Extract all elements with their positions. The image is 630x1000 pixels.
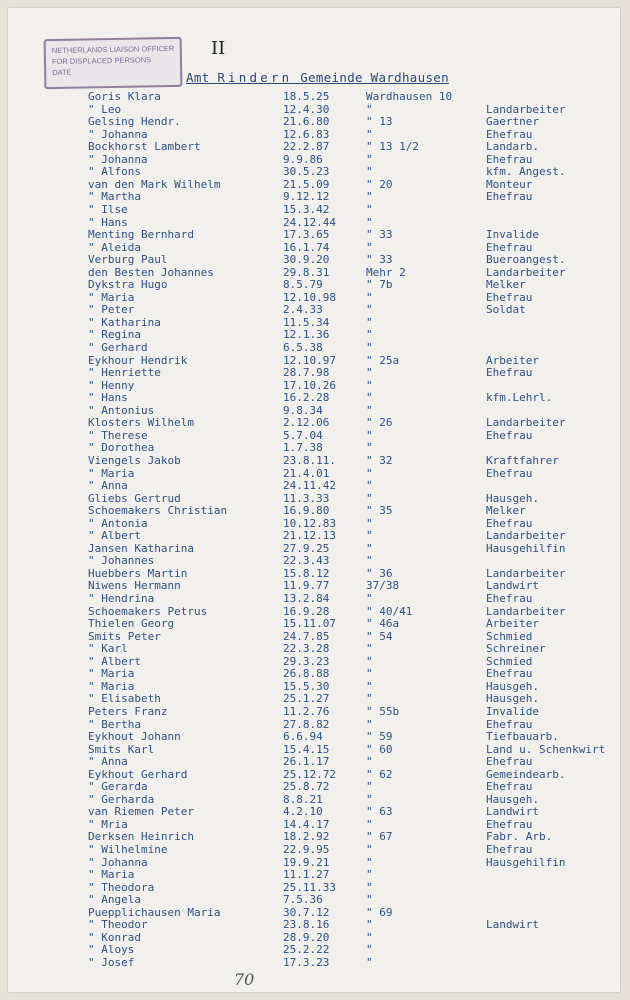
row-name: " Anna <box>88 755 128 769</box>
row-address: " <box>366 667 373 681</box>
row-address: " <box>366 366 373 380</box>
row-birthdate: 15.5.30 <box>283 679 330 693</box>
row-occupation: Ehefrau <box>486 843 533 856</box>
row-birthdate: 10.12.83 <box>283 516 336 530</box>
row-name: " Antonia <box>88 516 148 530</box>
row-birthdate: 28.9.20 <box>283 930 330 944</box>
row-address: " 67 <box>366 830 393 844</box>
row-name: " Antonius <box>88 403 155 417</box>
row-occupation: Landwirt <box>486 805 539 819</box>
row-address: " <box>366 843 373 856</box>
row-occupation: Ehefrau <box>486 127 533 141</box>
row-occupation: Ehefrau <box>486 717 533 731</box>
row-address: " <box>366 428 373 442</box>
row-birthdate: 7.5.36 <box>283 893 323 907</box>
row-birthdate: 8.5.79 <box>283 278 323 292</box>
row-name: Peters Franz <box>88 704 168 718</box>
row-name: " Aleida <box>88 240 141 254</box>
row-birthdate: 25.2.22 <box>283 943 330 957</box>
row-occupation: Ehefrau <box>486 667 533 681</box>
row-birthdate: 9.12.12 <box>283 190 330 204</box>
row-birthdate: 12.6.83 <box>283 127 330 141</box>
row-address: " 25a <box>366 353 400 367</box>
row-address: " <box>366 152 373 166</box>
row-birthdate: 30.7.12 <box>283 905 330 919</box>
row-address: " <box>366 930 373 944</box>
row-occupation: Arbeiter <box>486 353 539 367</box>
row-occupation: Hausgeh. <box>486 491 539 505</box>
row-birthdate: 17.3.65 <box>283 228 330 242</box>
row-address: " 36 <box>366 566 393 580</box>
row-address: " <box>366 955 373 969</box>
row-address: " <box>366 479 373 493</box>
row-birthdate: 21.12.13 <box>283 529 336 543</box>
heading-amt: Rindern <box>217 70 293 85</box>
row-name: Gliebs Gertrud <box>88 491 181 505</box>
row-name: den Besten Johannes <box>88 265 214 279</box>
row-name: " Maria <box>88 667 135 681</box>
document-heading <box>186 70 449 85</box>
row-name: " Konrad <box>88 930 141 944</box>
row-name: " Johannes <box>88 554 155 568</box>
row-address: 37/38 <box>366 579 400 593</box>
row-address: " 26 <box>366 416 393 430</box>
row-address: " 63 <box>366 805 393 819</box>
row-birthdate: 21.5.09 <box>283 177 330 191</box>
document-page <box>8 8 620 992</box>
row-address: " <box>366 592 373 605</box>
row-address: " <box>366 491 373 505</box>
row-address: " <box>366 441 373 455</box>
row-address: " <box>366 755 373 769</box>
row-name: Niwens Hermann <box>88 579 181 593</box>
row-birthdate: 6.5.38 <box>283 341 323 354</box>
row-occupation: Tiefbauarb. <box>486 730 559 744</box>
row-birthdate: 24.11.42 <box>283 479 336 493</box>
row-name: " Martha <box>88 190 141 204</box>
row-birthdate: 22.2.87 <box>283 140 330 154</box>
stamp-line-1: NETHERLANDS LIAISON OFFICER <box>51 43 175 56</box>
row-birthdate: 29.8.31 <box>283 265 330 279</box>
row-name: " Josef <box>88 955 135 969</box>
row-occupation: Hausgeh. <box>486 792 539 806</box>
row-address: " 62 <box>366 767 393 781</box>
row-address: " <box>366 817 373 831</box>
row-name: " Johanna <box>88 152 148 166</box>
row-name: " Angela <box>88 893 141 907</box>
row-occupation: Ehefrau <box>486 428 533 442</box>
row-birthdate: 13.2.84 <box>283 592 330 605</box>
row-address: Wardhausen 10 <box>366 90 453 103</box>
row-occupation: Landarbeiter <box>486 529 566 543</box>
row-birthdate: 15.11.07 <box>283 617 336 631</box>
row-birthdate: 25.8.72 <box>283 780 330 794</box>
row-address: " 60 <box>366 742 393 756</box>
row-name: " Elisabeth <box>88 692 161 706</box>
row-occupation: Soldat <box>486 303 526 317</box>
row-birthdate: 11.5.34 <box>283 315 330 329</box>
row-name: Bockhorst Lambert <box>88 140 201 154</box>
row-occupation: kfm. Angest. <box>486 165 566 179</box>
row-birthdate: 24.12.44 <box>283 215 336 229</box>
row-name: " Hans <box>88 391 128 405</box>
row-address: " <box>366 190 373 204</box>
row-occupation: Schreiner <box>486 642 546 656</box>
row-birthdate: 17.10.26 <box>283 378 336 392</box>
row-address: " 35 <box>366 504 393 518</box>
row-occupation: Melker <box>486 504 526 518</box>
row-address: " <box>366 328 373 342</box>
row-address: " 7b <box>366 278 393 292</box>
row-address: " 59 <box>366 730 393 744</box>
row-name: " Bertha <box>88 717 141 731</box>
row-name: " Dorothea <box>88 441 155 455</box>
row-address: " <box>366 654 373 668</box>
row-occupation: Landarbeiter <box>486 102 566 116</box>
row-name: van den Mark Wilhelm <box>88 177 221 191</box>
heading-gemeinde: Gemeinde Wardhausen <box>300 70 449 85</box>
row-address: " 46a <box>366 617 400 631</box>
row-name: " Maria <box>88 466 135 480</box>
row-occupation: Bueroangest. <box>486 253 566 267</box>
stamp-line-2: FOR DISPLACED PERSONS <box>51 55 152 67</box>
row-birthdate: 16.9.80 <box>283 504 330 518</box>
row-address: " <box>366 303 373 317</box>
row-name: " Hendrina <box>88 592 155 605</box>
row-name: " Mria <box>88 817 128 831</box>
row-occupation: Invalide <box>486 704 539 718</box>
row-address: " <box>366 403 373 417</box>
row-address: " <box>366 642 373 656</box>
row-address: " 33 <box>366 228 393 242</box>
row-birthdate: 28.7.98 <box>283 366 330 380</box>
row-name: Derksen Heinrich <box>88 830 194 844</box>
row-birthdate: 12.4.30 <box>283 102 330 116</box>
row-name: Dykstra Hugo <box>88 278 168 292</box>
row-name: Goris Klara <box>88 90 161 103</box>
row-address: " <box>366 554 373 568</box>
row-birthdate: 25.1.27 <box>283 692 330 706</box>
row-address: " <box>366 127 373 141</box>
row-address: " <box>366 202 373 216</box>
row-address: " <box>366 918 373 932</box>
row-birthdate: 16.9.28 <box>283 604 330 618</box>
row-occupation: Ehefrau <box>486 592 533 605</box>
row-occupation: Landarbeiter <box>486 265 566 279</box>
row-occupation: Arbeiter <box>486 617 539 631</box>
row-address: " <box>366 466 373 480</box>
row-address: " <box>366 855 373 869</box>
row-name: " Regina <box>88 328 141 342</box>
row-address: " <box>366 516 373 530</box>
row-address: " 54 <box>366 629 393 643</box>
row-birthdate: 30.9.20 <box>283 253 330 267</box>
row-occupation: Ehefrau <box>486 366 533 380</box>
row-address: Mehr 2 <box>366 265 406 279</box>
row-occupation: Landwirt <box>486 579 539 593</box>
liaison-officer-stamp <box>44 37 183 89</box>
row-address: " <box>366 165 373 179</box>
row-address: " 32 <box>366 453 393 467</box>
row-birthdate: 4.2.10 <box>283 805 323 819</box>
row-name: Schoemakers Petrus <box>88 604 208 618</box>
row-address: " 13 1/2 <box>366 140 419 154</box>
row-name: " Aloys <box>88 943 135 957</box>
row-birthdate: 12.10.97 <box>283 353 336 367</box>
row-birthdate: 15.4.15 <box>283 742 330 756</box>
row-birthdate: 14.4.17 <box>283 817 330 831</box>
row-birthdate: 2.12.06 <box>283 416 330 430</box>
row-name: " Karl <box>88 642 128 656</box>
row-address: " <box>366 792 373 806</box>
row-name: " Alfons <box>88 165 141 179</box>
row-birthdate: 27.8.82 <box>283 717 330 731</box>
row-address: " <box>366 780 373 794</box>
row-birthdate: 26.8.88 <box>283 667 330 681</box>
row-name: " Anna <box>88 479 128 493</box>
row-name: " Katharina <box>88 315 161 329</box>
row-name: " Albert <box>88 654 141 668</box>
row-occupation: Kraftfahrer <box>486 453 559 467</box>
row-address: " <box>366 679 373 693</box>
row-birthdate: 9.8.34 <box>283 403 323 417</box>
row-name: " Johanna <box>88 855 148 869</box>
row-address: " 33 <box>366 253 393 267</box>
row-birthdate: 18.2.92 <box>283 830 330 844</box>
row-birthdate: 22.9.95 <box>283 843 330 856</box>
row-name: Viengels Jakob <box>88 453 181 467</box>
row-birthdate: 8.8.21 <box>283 792 323 806</box>
row-name: Eykhout Gerhard <box>88 767 188 781</box>
row-birthdate: 22.3.28 <box>283 642 330 656</box>
row-address: " <box>366 541 373 555</box>
row-address: " <box>366 215 373 229</box>
row-birthdate: 22.3.43 <box>283 554 330 568</box>
row-occupation: Land u. Schenkwirt <box>486 742 606 756</box>
row-address: " 13 <box>366 115 393 129</box>
row-name: " Hans <box>88 215 128 229</box>
row-name: " Maria <box>88 679 135 693</box>
row-occupation: Invalide <box>486 228 539 242</box>
row-name: " Ilse <box>88 202 128 216</box>
row-birthdate: 15.8.12 <box>283 566 330 580</box>
stamp-line-3: DATE <box>52 67 72 78</box>
row-occupation: Schmied <box>486 629 533 643</box>
row-occupation: Melker <box>486 278 526 292</box>
row-birthdate: 11.9.77 <box>283 579 330 593</box>
row-birthdate: 29.3.23 <box>283 654 330 668</box>
row-birthdate: 5.7.04 <box>283 428 323 442</box>
row-birthdate: 11.2.76 <box>283 704 330 718</box>
row-birthdate: 25.12.72 <box>283 767 336 781</box>
row-name: Verburg Paul <box>88 253 168 267</box>
row-name: Eykhout Johann <box>88 730 181 744</box>
row-address: " 20 <box>366 177 393 191</box>
row-occupation: Landarbeiter <box>486 604 566 618</box>
row-name: " Theodora <box>88 880 155 894</box>
row-occupation: kfm.Lehrl. <box>486 391 553 405</box>
row-address: " <box>366 290 373 304</box>
row-birthdate: 23.8.11. <box>283 453 336 467</box>
row-occupation: Gemeindearb. <box>486 767 566 781</box>
row-address: " <box>366 102 373 116</box>
row-name: " Leo <box>88 102 122 116</box>
row-name: " Peter <box>88 303 135 317</box>
row-occupation: Ehefrau <box>486 466 533 480</box>
row-address: " <box>366 717 373 731</box>
row-occupation: Landarbeiter <box>486 416 566 430</box>
row-name: Jansen Katharina <box>88 541 194 555</box>
row-birthdate: 16.1.74 <box>283 240 330 254</box>
row-name: Schoemakers Christian <box>88 504 228 518</box>
row-occupation: Ehefrau <box>486 755 533 769</box>
row-birthdate: 19.9.21 <box>283 855 330 869</box>
row-birthdate: 30.5.23 <box>283 165 330 179</box>
row-address: " <box>366 880 373 894</box>
row-birthdate: 9.9.86 <box>283 152 323 166</box>
row-address: " <box>366 341 373 354</box>
row-occupation: Ehefrau <box>486 817 533 831</box>
row-name: " Theodor <box>88 918 148 932</box>
row-birthdate: 2.4.33 <box>283 303 323 317</box>
row-name: " Gerharda <box>88 792 155 806</box>
row-occupation: Schmied <box>486 654 533 668</box>
row-birthdate: 21.6.80 <box>283 115 330 129</box>
row-address: " <box>366 391 373 405</box>
row-address: " <box>366 529 373 543</box>
row-occupation: Hausgehilfin <box>486 855 566 869</box>
row-occupation: Gaertner <box>486 115 539 129</box>
row-address: " <box>366 378 373 392</box>
row-name: " Albert <box>88 529 141 543</box>
handwritten-page-number: 70 <box>234 970 255 989</box>
row-name: " Therese <box>88 428 148 442</box>
row-address: " <box>366 868 373 882</box>
row-birthdate: 11.3.33 <box>283 491 330 505</box>
row-name: " Wilhelmine <box>88 843 168 856</box>
row-occupation: Ehefrau <box>486 780 533 794</box>
row-occupation: Landarb. <box>486 140 539 154</box>
row-name: " Maria <box>88 868 135 882</box>
row-name: Smits Karl <box>88 742 155 756</box>
row-birthdate: 21.4.01 <box>283 466 330 480</box>
row-address: " <box>366 240 373 254</box>
row-name: " Henriette <box>88 366 161 380</box>
row-occupation: Ehefrau <box>486 190 533 204</box>
row-name: " Johanna <box>88 127 148 141</box>
row-birthdate: 25.11.33 <box>283 880 336 894</box>
row-address: " <box>366 692 373 706</box>
row-name: Gelsing Hendr. <box>88 115 181 129</box>
row-name: Menting Bernhard <box>88 228 194 242</box>
row-birthdate: 12.10.98 <box>283 290 336 304</box>
row-name: van Riemen Peter <box>88 805 194 819</box>
row-occupation: Landwirt <box>486 918 539 932</box>
row-name: Smits Peter <box>88 629 161 643</box>
row-occupation: Hausgehilfin <box>486 541 566 555</box>
row-address: " <box>366 893 373 907</box>
row-occupation: Monteur <box>486 177 533 191</box>
row-address: " 69 <box>366 905 393 919</box>
row-occupation: Ehefrau <box>486 516 533 530</box>
row-birthdate: 18.5.25 <box>283 90 330 103</box>
row-birthdate: 15.3.42 <box>283 202 330 216</box>
row-name: Eykhour Hendrik <box>88 353 188 367</box>
row-name: " Gerarda <box>88 780 148 794</box>
row-occupation: Fabr. Arb. <box>486 830 553 844</box>
row-birthdate: 11.1.27 <box>283 868 330 882</box>
row-name: " Maria <box>88 290 135 304</box>
row-address: " 55b <box>366 704 400 718</box>
row-birthdate: 17.3.23 <box>283 955 330 969</box>
row-birthdate: 16.2.28 <box>283 391 330 405</box>
row-occupation: Landarbeiter <box>486 566 566 580</box>
row-birthdate: 26.1.17 <box>283 755 330 769</box>
row-name: Huebbers Martin <box>88 566 188 580</box>
row-name: " Gerhard <box>88 341 148 354</box>
row-birthdate: 1.7.38 <box>283 441 323 455</box>
row-occupation: Ehefrau <box>486 152 533 166</box>
row-name: Klosters Wilhelm <box>88 416 194 430</box>
row-birthdate: 6.6.94 <box>283 730 323 744</box>
row-birthdate: 12.1.36 <box>283 328 330 342</box>
row-address: " <box>366 315 373 329</box>
row-birthdate: 24.7.85 <box>283 629 330 643</box>
heading-prefix: Amt <box>186 70 210 85</box>
row-name: Thielen Georg <box>88 617 175 631</box>
row-address: " <box>366 943 373 957</box>
row-occupation: Ehefrau <box>486 240 533 254</box>
row-birthdate: 27.9.25 <box>283 541 330 555</box>
row-address: " 40/41 <box>366 604 413 618</box>
row-occupation: Hausgeh. <box>486 692 539 706</box>
page-roman-numeral: II <box>211 38 226 59</box>
row-occupation: Ehefrau <box>486 290 533 304</box>
row-name: " Henny <box>88 378 135 392</box>
row-occupation: Hausgeh. <box>486 679 539 693</box>
row-name: Puepplichausen Maria <box>88 905 221 919</box>
row-birthdate: 23.8.16 <box>283 918 330 932</box>
